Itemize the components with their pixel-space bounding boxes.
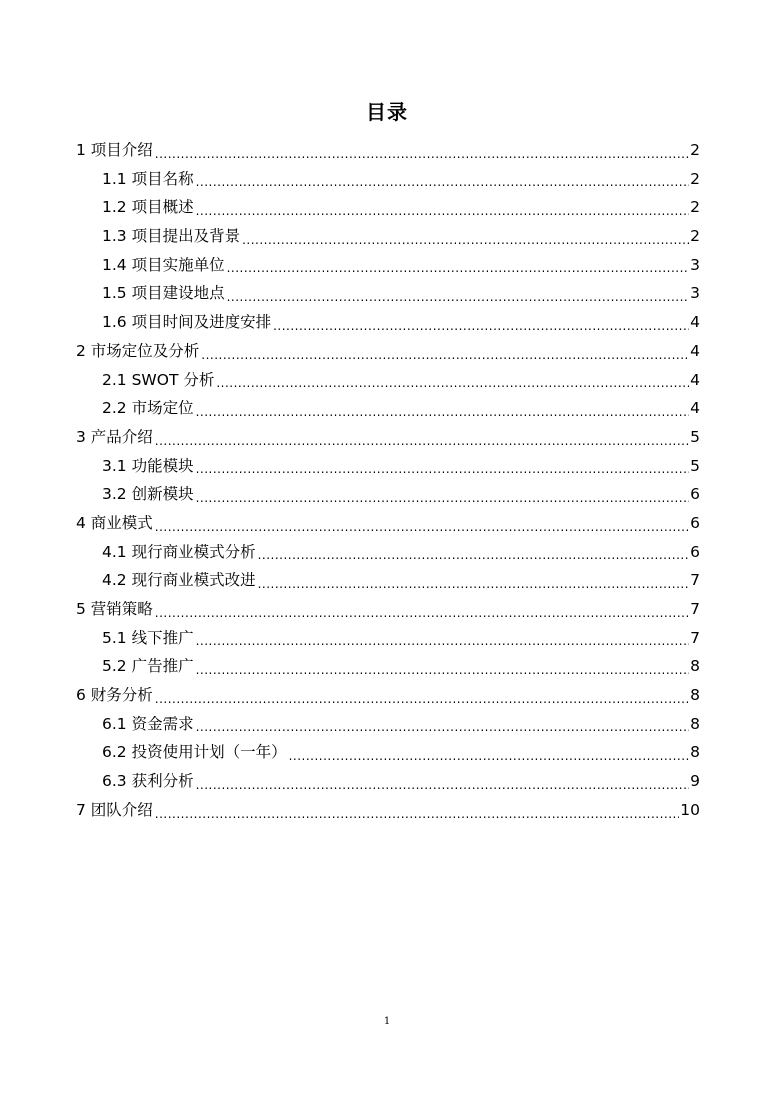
toc-dot-leader: [258, 544, 690, 566]
toc-entry-page: 4: [690, 341, 700, 360]
toc-entry[interactable]: [76, 566, 700, 595]
toc-entry-label: 1.1 项目名称: [102, 169, 194, 188]
toc-entry-page: 7: [690, 571, 700, 590]
toc-dot-leader: [289, 745, 690, 767]
toc-entry-label: 6.3 获利分析: [102, 772, 194, 791]
toc-entry-page: 6: [690, 485, 700, 504]
toc-entry-page: 5: [690, 427, 700, 446]
toc-entry-label: 7 团队介绍: [76, 800, 153, 819]
toc-entry-label: 2 市场定位及分析: [76, 341, 200, 360]
toc-entry-page: 6: [690, 513, 700, 532]
toc-dot-leader: [196, 487, 690, 509]
toc-dot-leader: [196, 659, 690, 681]
toc-entry-page: 8: [690, 714, 700, 733]
toc-dot-leader: [155, 803, 679, 825]
toc-dot-leader: [155, 516, 689, 538]
toc-dot-leader: [242, 229, 689, 251]
toc-dot-leader: [155, 143, 689, 165]
toc-entry[interactable]: [76, 767, 700, 796]
toc-entry[interactable]: [76, 423, 700, 452]
toc-dot-leader: [258, 573, 690, 595]
toc-entry-page: 5: [690, 456, 700, 475]
toc-entry[interactable]: [76, 624, 700, 653]
toc-dot-leader: [155, 430, 689, 452]
toc-dot-leader: [227, 286, 690, 308]
toc-dot-leader: [227, 257, 690, 279]
toc-entry-page: 2: [690, 141, 700, 159]
toc-entry-label: 6 财务分析: [76, 686, 153, 705]
toc-entry-label: 5.2 广告推广: [102, 657, 194, 676]
toc-dot-leader: [155, 688, 689, 710]
toc-entry-label: 5 营销策略: [76, 600, 153, 618]
toc-entry[interactable]: [76, 222, 700, 251]
toc-dot-leader: [155, 602, 689, 624]
toc-entry-page: 4: [690, 399, 700, 418]
toc-entry[interactable]: [76, 538, 700, 567]
toc-entry[interactable]: [76, 681, 700, 710]
table-of-contents: [76, 136, 700, 825]
toc-entry-page: 9: [690, 772, 700, 791]
toc-entry-label: 1.4 项目实施单位: [102, 255, 225, 274]
toc-entry[interactable]: [76, 366, 700, 395]
toc-entry[interactable]: [76, 394, 700, 423]
toc-entry[interactable]: [76, 595, 700, 624]
toc-entry-label: 5.1 线下推广: [102, 628, 194, 647]
page-number: 1: [383, 1016, 391, 1027]
toc-entry-page: 8: [690, 743, 700, 762]
toc-entry-label: 2.2 市场定位: [102, 399, 194, 418]
toc-entry-page: 7: [690, 628, 700, 647]
toc-entry[interactable]: [76, 279, 700, 308]
toc-dot-leader: [196, 200, 690, 222]
toc-dot-leader: [196, 716, 690, 738]
toc-entry-label: 6.2 投资使用计划（一年）: [102, 743, 287, 762]
toc-entry-page: 4: [690, 313, 700, 332]
toc-entry-label: 1.5 项目建设地点: [102, 284, 225, 303]
toc-entry-label: 6.1 资金需求: [102, 714, 194, 733]
toc-entry-page: 4: [690, 370, 700, 389]
toc-entry-label: 3.2 创新模块: [102, 485, 194, 504]
toc-entry-label: 1.6 项目时间及进度安排: [102, 313, 272, 332]
toc-entry-page: 8: [690, 657, 700, 676]
toc-entry-label: 4.2 现行商业模式改进: [102, 571, 256, 590]
toc-dot-leader: [273, 315, 689, 337]
toc-entry-page: 2: [690, 227, 700, 246]
toc-entry[interactable]: [76, 710, 700, 739]
toc-entry-page: 6: [690, 542, 700, 561]
toc-dot-leader: [201, 344, 689, 366]
toc-entry[interactable]: [76, 308, 700, 337]
page-title: 目录: [366, 100, 408, 124]
toc-entry[interactable]: [76, 165, 700, 194]
toc-entry[interactable]: [76, 452, 700, 481]
toc-entry-label: 3.1 功能模块: [102, 456, 194, 475]
toc-dot-leader: [196, 401, 690, 423]
toc-entry-page: 2: [690, 169, 700, 188]
toc-entry[interactable]: [76, 738, 700, 767]
toc-entry[interactable]: [76, 796, 700, 825]
toc-dot-leader: [196, 458, 690, 480]
toc-entry[interactable]: [76, 193, 700, 222]
toc-dot-leader: [196, 171, 690, 193]
toc-entry-label: 2.1 SWOT 分析: [102, 370, 215, 389]
toc-entry-label: 1 项目介绍: [76, 141, 153, 159]
toc-entry-label: 4 商业模式: [76, 513, 153, 532]
toc-entry-page: 7: [690, 600, 700, 618]
toc-entry[interactable]: [76, 136, 700, 165]
toc-entry-label: 1.2 项目概述: [102, 198, 194, 217]
toc-entry-page: 3: [690, 284, 700, 303]
toc-dot-leader: [196, 630, 690, 652]
toc-entry-page: 8: [690, 686, 700, 705]
toc-entry[interactable]: [76, 509, 700, 538]
toc-entry-page: 2: [690, 198, 700, 217]
toc-entry-label: 1.3 项目提出及背景: [102, 227, 241, 246]
toc-entry-page: 10: [680, 800, 700, 819]
toc-entry-label: 3 产品介绍: [76, 427, 153, 446]
toc-entry[interactable]: [76, 337, 700, 366]
toc-entry[interactable]: [76, 251, 700, 280]
toc-entry[interactable]: [76, 652, 700, 681]
toc-dot-leader: [196, 774, 690, 796]
toc-entry-label: 4.1 现行商业模式分析: [102, 542, 256, 561]
toc-entry-page: 3: [690, 255, 700, 274]
toc-entry[interactable]: [76, 480, 700, 509]
toc-dot-leader: [216, 372, 689, 394]
